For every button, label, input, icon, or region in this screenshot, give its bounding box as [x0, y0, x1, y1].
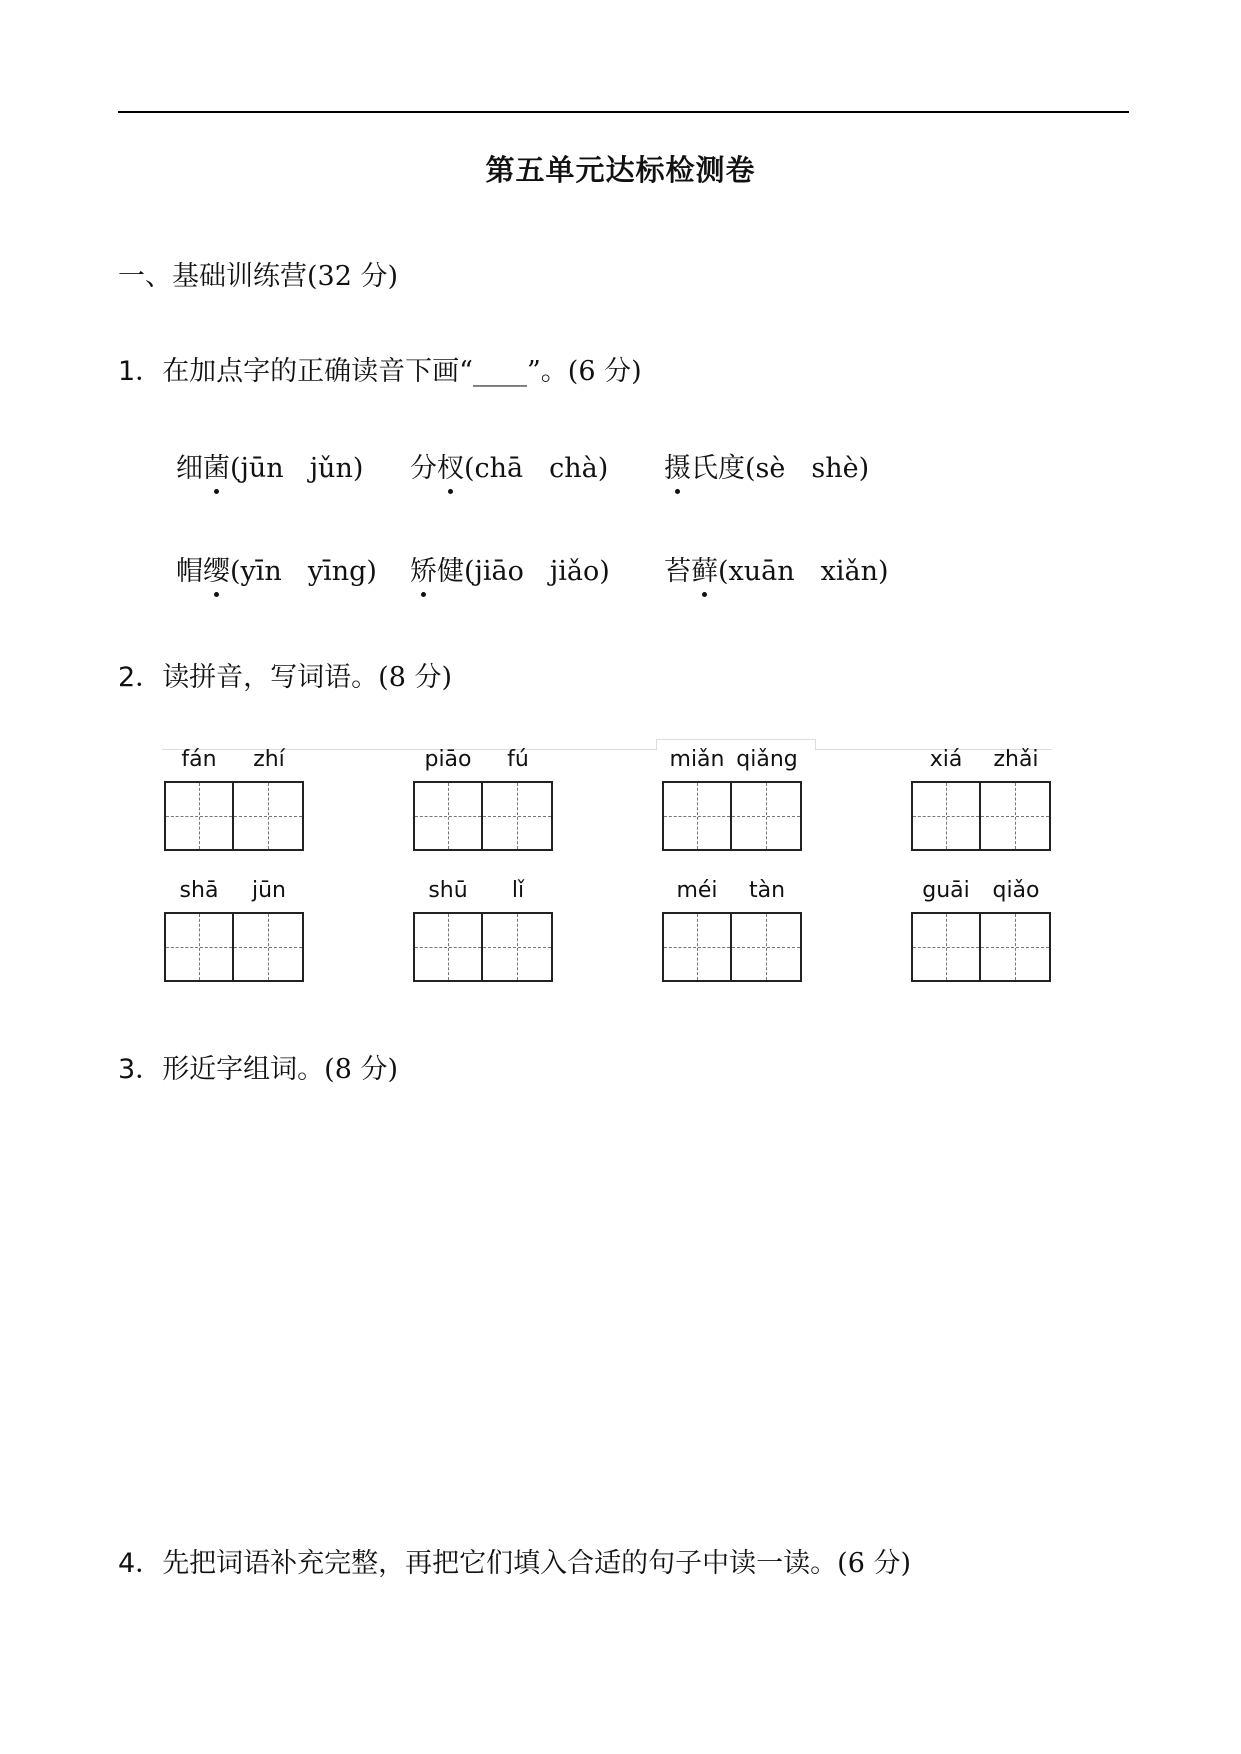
reading-option[interactable]: chà)	[549, 453, 609, 484]
word-grid	[911, 747, 1051, 851]
dotted-char: 菌	[203, 446, 230, 485]
word-grid	[164, 878, 304, 982]
reading-option[interactable]: shè)	[811, 453, 870, 484]
question-number: 2．	[118, 662, 163, 693]
dotted-char: 摄	[664, 446, 691, 485]
pinyin: guāi qiǎo	[922, 878, 1040, 903]
word-grid	[662, 747, 802, 851]
word-grid	[413, 878, 553, 982]
reading-option[interactable]: yīng)	[307, 556, 377, 587]
question-text: 在加点字的正确读音下画“____”。(6 分)	[162, 356, 642, 387]
word-grid	[662, 878, 802, 982]
pinyin: fán zhí	[181, 747, 285, 772]
question-3	[118, 1047, 398, 1086]
writing-box[interactable]	[732, 781, 802, 851]
pinyin: xiá zhǎi	[929, 747, 1039, 772]
dotted-char: 杈	[437, 446, 464, 485]
page-title: 第五单元达标检测卷	[485, 153, 756, 187]
writing-box[interactable]	[911, 781, 981, 851]
question-text: 先把词语补充完整，再把它们填入合适的句子中读一读。(6 分)	[162, 1548, 912, 1579]
word-grid	[413, 747, 553, 851]
reading-item: 苔藓(xuān xiǎn)	[664, 549, 889, 588]
dotted-char: 藓	[691, 549, 718, 588]
reading-item: 分杈(chā chà)	[410, 446, 608, 485]
writing-box[interactable]	[234, 781, 304, 851]
writing-box[interactable]	[413, 781, 483, 851]
question-text: 形近字组词。(8 分)	[162, 1054, 399, 1085]
reading-item: 帽缨(yīn yīng)	[176, 549, 377, 588]
question-2	[118, 655, 452, 694]
reading-item: 矫健(jiāo jiǎo)	[410, 549, 610, 588]
writing-box[interactable]	[662, 912, 732, 982]
writing-box[interactable]	[164, 781, 234, 851]
writing-box[interactable]	[483, 912, 553, 982]
writing-box[interactable]	[662, 781, 732, 851]
section-heading: 一、基础训练营(32 分)	[118, 261, 399, 292]
reading-option[interactable]: (jūn	[230, 453, 284, 484]
top-rule	[118, 111, 1129, 113]
pinyin: piāo fú	[424, 747, 529, 772]
reading-option[interactable]: (yīn	[230, 556, 282, 587]
writing-box[interactable]	[234, 912, 304, 982]
writing-box[interactable]	[911, 912, 981, 982]
reading-option[interactable]: (chā	[464, 453, 524, 484]
writing-box[interactable]	[732, 912, 802, 982]
writing-box[interactable]	[981, 912, 1051, 982]
pinyin: miǎn qiǎng	[669, 747, 798, 772]
reading-item: 细菌(jūn jǔn)	[176, 446, 363, 485]
reading-option[interactable]: (xuān	[718, 556, 795, 587]
question-text: 读拼音，写词语。(8 分)	[162, 662, 453, 693]
question-1	[118, 349, 642, 388]
reading-option[interactable]: (jiāo	[464, 556, 524, 587]
reading-option[interactable]: jiǎo)	[549, 556, 610, 587]
reading-option[interactable]: jǔn)	[309, 453, 364, 484]
writing-box[interactable]	[981, 781, 1051, 851]
question-number: 1．	[118, 356, 163, 387]
word-grid	[911, 878, 1051, 982]
pinyin: shū lǐ	[428, 878, 525, 903]
question-4	[118, 1541, 911, 1580]
question-number: 4．	[118, 1548, 163, 1579]
question-number: 3．	[118, 1054, 163, 1085]
reading-option[interactable]: (sè	[745, 453, 786, 484]
reading-item: 摄氏度(sè shè)	[664, 446, 869, 485]
pinyin: méi tàn	[676, 878, 786, 903]
writing-box[interactable]	[413, 912, 483, 982]
pinyin: shā jūn	[179, 878, 286, 903]
dotted-char: 矫	[410, 549, 437, 588]
writing-box[interactable]	[483, 781, 553, 851]
word-grid	[164, 747, 304, 851]
reading-option[interactable]: xiǎn)	[820, 556, 889, 587]
dotted-char: 缨	[203, 549, 230, 588]
writing-box[interactable]	[164, 912, 234, 982]
